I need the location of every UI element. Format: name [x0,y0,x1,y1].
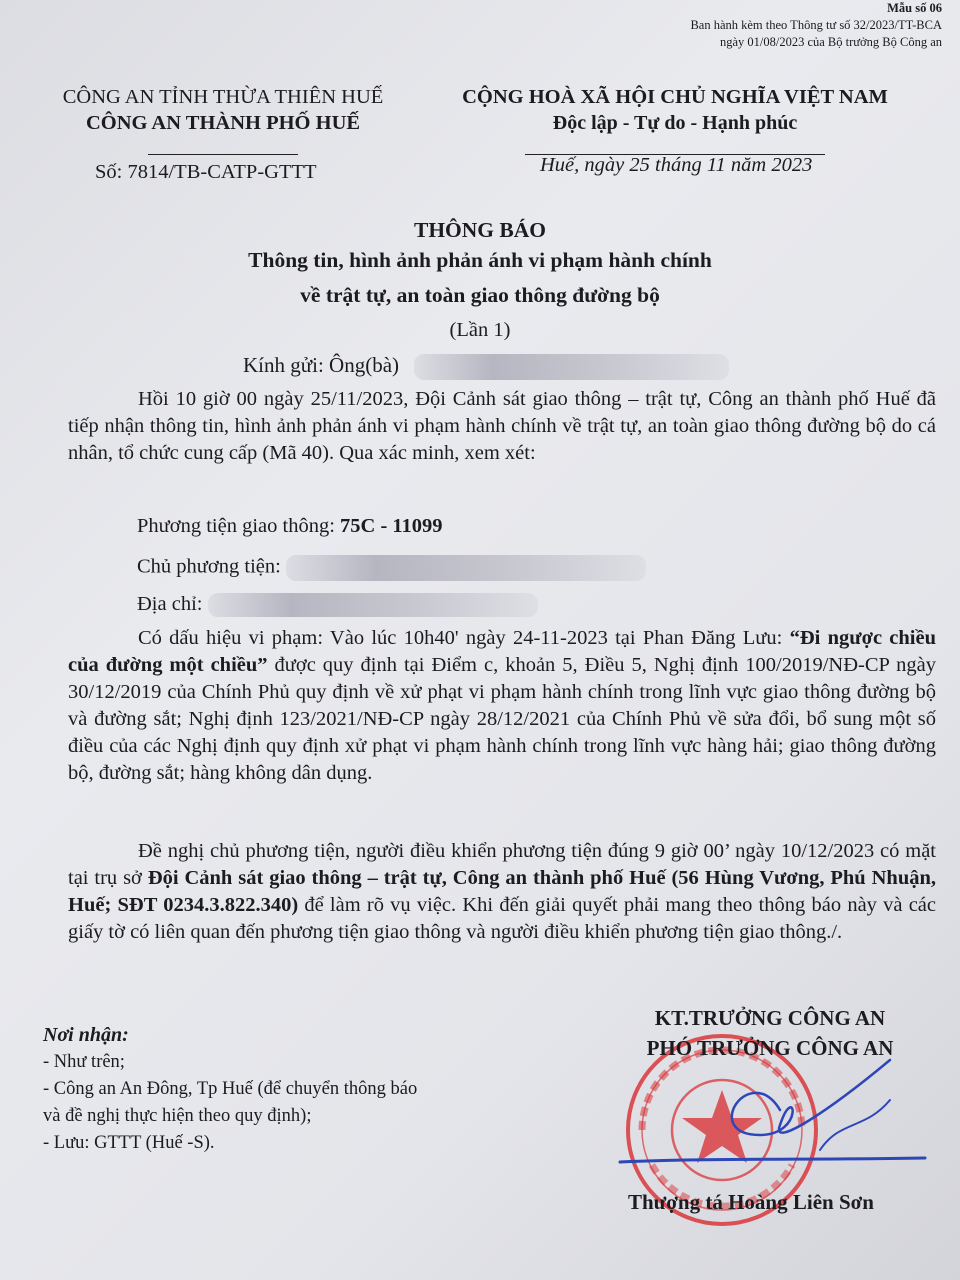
redacted-owner-name [286,555,646,581]
request-office: Đội Cảnh sát giao thông – trật tự, Công an thành phố Huế (56 Hùng Vương, Phú Nhuận, Huế; SĐT 0234.3.822.340) [68,867,936,916]
signature-block [600,1003,940,1063]
intro-text: Hồi 10 giờ 00 ngày 25/11/2023, Đội Cảnh sát giao thông – trật tự, Công an thành phố Huế đã tiếp nhận thông tin, hình ảnh phản ánh vi phạm hành chính về trật tự, an toàn giao thông đường bộ do cá nhân, tổ chức cung cấp (Mã 40). Qua xác minh, xem xét: [68,388,936,464]
notice-times: (Lần 1) [449,319,511,341]
address-field [137,593,538,617]
form-reference [690,0,942,51]
signature-title-2: PHÓ TRƯỞNG CÔNG AN [646,1036,894,1060]
document-date: Huế, ngày 25 tháng 11 năm 2023 [540,154,813,176]
recipient-item: và đề nghị thực hiện theo quy định); [43,1106,312,1126]
document-title: THÔNG BÁO [413,218,546,242]
violation-paragraph [68,625,936,787]
country-name: CỘNG HOÀ XÃ HỘI CHỦ NGHĨA VIỆT NAM [462,86,888,108]
vehicle-label: Phương tiện giao thông: [137,515,341,537]
violation-name: “Đi ngược chiều của đường một chiều” [68,627,936,676]
request-intro: Đề nghị chủ phương tiện, người điều khiển phương tiện đúng 9 giờ 00’ ngày 10/12/2023 có mặt tại trụ sở [68,840,936,889]
agency-underline [148,154,298,155]
violation-legal-basis: được quy định tại Điểm c, khoản 5, Điều 5, Nghị định 100/2019/NĐ-CP ngày 30/12/2019 của Chính Phủ quy định về xử phạt vi phạm hành chính trong lĩnh vực giao thông đường bộ và đường sắt; Nghị định 123/2021/NĐ-CP ngày 28/12/2021 của Chính Phủ về sửa đổi, bổ sung một số điều của các Nghị định quy định xử phạt vi phạm hành chính trong lĩnh vực hàng hải; giao thông đường bộ, đường sắt; hàng không dân dụng. [68,654,937,784]
recipients-block [43,1022,417,1157]
issuing-agency-header [38,84,408,162]
owner-label: Chủ phương tiện: [137,555,286,578]
agency-province: CÔNG AN TỈNH THỪA THIÊN HUẾ [62,86,384,108]
recipient-item: - Lưu: GTTT (Huế -S). [43,1133,215,1153]
national-motto-header [440,84,910,162]
form-issued-line1: Ban hành kèm theo Thông tư số 32/2023/TT-BCA [690,18,942,32]
vehicle-field [137,515,443,538]
recipient-line [243,353,729,380]
agency-city: CÔNG AN THÀNH PHỐ HUẾ [85,112,361,134]
request-instructions: để làm rõ vụ việc. Khi đến giải quyết phải mang theo thông báo này và các giấy tờ có liên quan đến phương tiện giao thông và người điều khiển phương tiện giao thông./. [68,894,936,943]
request-paragraph [68,838,936,946]
vehicle-plate: 75C - 11099 [340,515,443,537]
document-number: Số: 7814/TB-CATP-GTTT [95,161,317,183]
form-issued-line2: ngày 01/08/2023 của Bộ trưởng Bộ Công an [719,35,942,49]
recipient-item: - Công an An Đông, Tp Huế (để chuyển thông báo [43,1079,418,1099]
address-label: Địa chỉ: [137,593,208,615]
redacted-recipient-name [414,354,729,380]
owner-field [137,555,646,581]
signer-name: Thượng tá Hoàng Liên Sơn [628,1190,874,1214]
form-number: Mẫu số 06 [887,1,942,15]
signature-title-1: KT.TRƯỞNG CÔNG AN [654,1006,886,1030]
national-motto: Độc lập - Tự do - Hạnh phúc [552,112,798,134]
document-subtitle-1: Thông tin, hình ảnh phản ánh vi phạm hành chính [248,248,712,272]
recipients-heading: Nơi nhận: [43,1024,129,1046]
intro-paragraph [68,386,936,467]
violation-intro: Có dấu hiệu vi phạm: Vào lúc 10h40' ngày 24-11-2023 tại Phan Đăng Lưu: [138,627,790,649]
document-subtitle-2: về trật tự, an toàn giao thông đường bộ [300,283,660,307]
recipient-item: - Như trên; [43,1052,125,1072]
recipient-label: Kính gửi: Ông(bà) [243,353,400,377]
redacted-address [208,593,538,617]
